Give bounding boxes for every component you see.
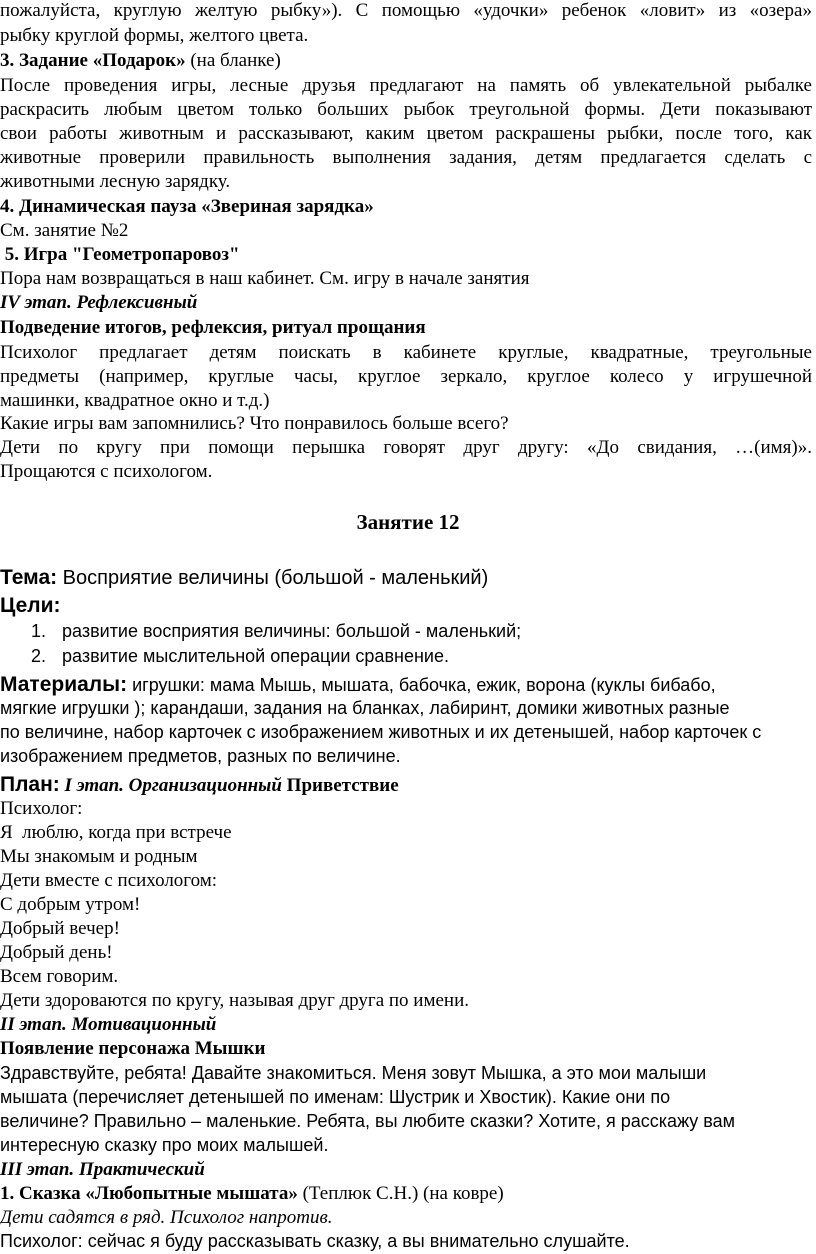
greeting-line: Дети здороваются по кругу, называя друг друга по имени. [0,990,470,1011]
tale-heading [0,1182,504,1205]
questions-line: Какие игры вам запомнились? Что понравилось больше всего? [0,413,509,434]
paragraph-line: предметы (например, круглые часы, круглое зеркало, круглое колесо у игрушечной [0,366,812,387]
stage-3-heading: III этап. Практический [0,1159,205,1180]
plan-label: План: [0,773,60,796]
mouse-heading: Появление персонажа Мышки [0,1038,266,1059]
goal-text: развитие восприятия величины: большой - маленький; [62,621,522,641]
paragraph-line: величине? Правильно – маленькие. Ребята, вы любите сказки? Хотите, я расскажу вам [0,1111,736,1131]
summary-heading: Подведение итогов, рефлексия, ритуал прощания [0,317,426,338]
materials-text: мягкие игрушки ); карандаши, задания на бланках, лабиринт, домики животных разные [0,698,730,718]
topic-text: Восприятие величины (большой - маленький) [57,567,489,589]
paragraph-line: свои работы животным и рассказывают, каким цветом раскрашены рыбки, после того, как [0,123,812,144]
paragraph-line: раскрасить любым цветом только больших рыбок треугольной формы. Дети показывают [0,99,812,120]
farewell-line: Дети по кругу при помощи перышка говорят друг другу: «До свидания, …(имя)». [0,437,812,458]
tale-note: (Теплюк С.Н.) (на ковре) [297,1183,504,1204]
plan-greeting: Приветствие [281,775,399,796]
stage-4-heading: IV этап. Рефлексивный [0,292,198,313]
text-line: рыбку круглой формы, желтого цвета. [0,25,309,46]
tale-label: 1. Сказка «Любопытные мышата» [0,1183,298,1204]
materials-text: по величине, набор карточек с изображением животных и их детенышей, набор карточек с [0,722,762,742]
lesson-title: Занятие 12 [356,510,460,534]
tale-start-line: Психолог: сейчас я буду рассказывать сказку, а вы внимательно слушайте. [0,1231,630,1251]
paragraph-line: Психолог предлагает детям поискать в кабинете круглые, квадратные, треугольные [0,342,812,363]
task-4-reference: См. занятие №2 [0,220,129,241]
paragraph-line: мышата (перечисляет детенышей по именам: Шустрик и Хвостик). Какие они по [0,1087,671,1107]
greeting-line: Дети вместе с психологом: [0,870,218,891]
topic-line [0,565,488,592]
greeting-line: С добрым утром! [0,894,141,915]
plan-stage: I этап. Организационный [59,775,282,796]
task-5-text: Пора нам возвращаться в наш кабинет. См. игру в начале занятия [0,268,530,289]
goal-text: развитие мыслительной операции сравнение. [62,646,449,666]
greeting-line: Всем говорим. [0,966,119,987]
paragraph-line: животные проверили правильность выполнения задания, детям предлагается сделать с [0,147,812,168]
task-3-label: 3. Задание «Подарок» [0,50,186,71]
greeting-line: Добрый день! [0,942,113,963]
stage-2-heading: II этап. Мотивационный [0,1014,217,1035]
tale-instruction: Дети садятся в ряд. Психолог напротив. [0,1207,333,1228]
task-5-heading: 5. Игра "Геометропаровоз" [0,244,240,265]
paragraph-line: машинки, квадратное окно и т.д.) [0,390,270,411]
materials-line [0,672,716,698]
farewell-line: Прощаются с психологом. [0,461,213,482]
goal-number: 2. [31,646,47,666]
text-line: пожалуйста, круглую желтую рыбку»). С помощью «удочки» ребенок «ловит» из «озера» [0,0,812,21]
materials-text: изображением предметов, разных по величине. [0,746,401,766]
paragraph-line: интересную сказку про моих малышей. [0,1135,329,1155]
topic-label: Тема: [0,566,58,589]
greeting-line: Я люблю, когда при встрече [0,822,232,843]
greeting-line: Мы знакомым и родным [0,846,198,867]
task-4-heading: 4. Динамическая пауза «Звериная зарядка» [0,196,374,217]
paragraph-line: После проведения игры, лесные друзья предлагают на память об увлекательной рыбалке [0,75,812,96]
task-3-heading [0,49,281,72]
materials-text: игрушки: мама Мышь, мышата, бабочка, ежик, ворона (куклы бибабо, [127,675,716,695]
goal-number: 1. [31,621,47,641]
materials-label: Материалы: [0,673,128,696]
greeting-line: Психолог: [0,798,83,819]
goals-label: Цели: [0,594,61,617]
plan-line [0,772,399,798]
task-3-note: (на бланке) [185,50,281,71]
paragraph-line: Здравствуйте, ребята! Давайте знакомиться. Меня зовут Мышка, а это мои малыши [0,1063,707,1083]
greeting-line: Добрый вечер! [0,918,120,939]
paragraph-line: животными лесную зарядку. [0,171,231,192]
